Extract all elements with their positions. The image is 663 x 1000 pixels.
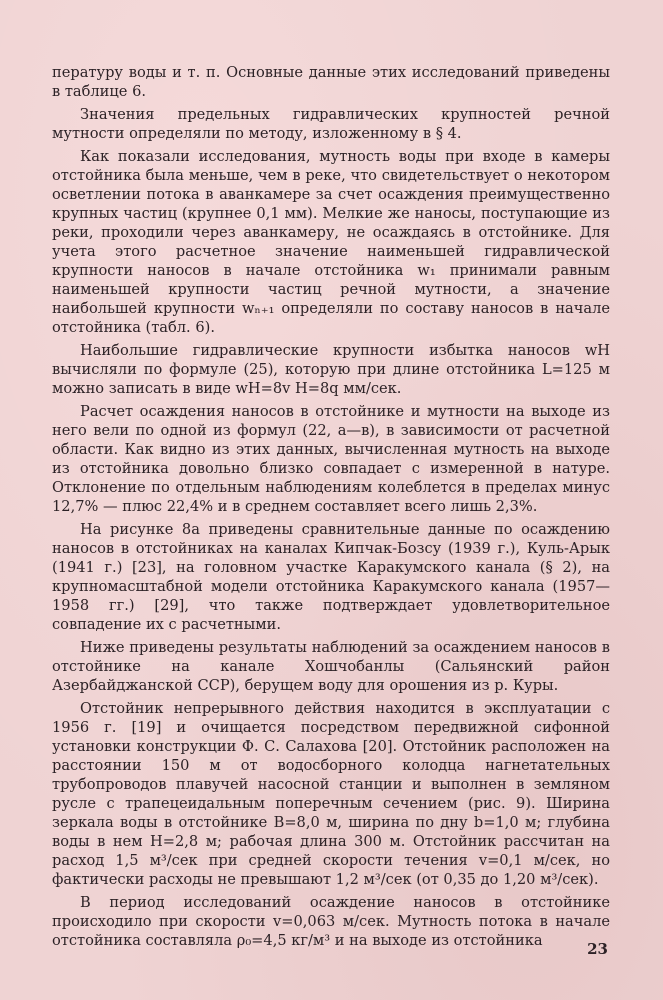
paragraph-8: Отстойник непрерывного действия находится в эксплуатации с 1956 г. [19] и очищается посредством передвижной сифонной установки конструкции Ф. С. Салахова [20]. Отстойник расположен на расстоянии 150 м от водосборного колодца нагнетательных трубопроводов плавучей насосной станции и выполнен в земляном русле с трапецеидальным поперечным сечением (рис. 9). Ширина зеркала воды в отстойнике B=8,0 м, ширина по дну b=1,0 м; глубина воды в нем H=2,8 м; рабочая длина 300 м. Отстойник рассчитан на расход 1,5 м³/сек при средней скорости течения v=0,1 м/сек, но фактически расходы не превышают 1,2 м³/сек (от 0,35 до 1,20 м³/сек). xyxy=(52,700,610,888)
paragraph-2: Значения предельных гидравлических крупностей речной мутности определяли по методу, изложенному в § 4. xyxy=(52,106,610,142)
paragraph-4: Наибольшие гидравлические крупности избытка наносов wН вычисляли по формуле (25), которую при длине отстойника L=125 м можно записать в виде wН=8v H=8q мм/сек. xyxy=(52,342,610,397)
paragraph-7: Ниже приведены результаты наблюдений за осаждением наносов в отстойнике на канале Хошчобанлы (Сальянский район Азербайджанской ССР), берущем воду для орошения из р. Куры. xyxy=(52,639,610,694)
paragraph-6: На рисунке 8а приведены сравнительные данные по осаждению наносов в отстойниках на каналах Кипчак-Бозсу (1939 г.), Куль-Арык (1941 г.) [23], на головном участке Каракумского канала (§ 2), на крупномасштабной модели отстойника Каракумского канала (1957—1958 гг.) [29], что также подтверждает удовлетворительное совпадение их с расчетными. xyxy=(52,521,610,633)
paragraph-5: Расчет осаждения наносов в отстойнике и мутности на выходе из него вели по одной из формул (22, а—в), в зависимости от расчетной области. Как видно из этих данных, вычисленная мутность на выходе из отстойника довольно близко совпадает с измеренной в натуре. Отклонение по отдельным наблюдениям колеблется в пределах минус 12,7% — плюс 22,4% и в среднем составляет всего лишь 2,3%. xyxy=(52,403,610,515)
body-text xyxy=(52,63,610,954)
paragraph-3: Как показали исследования, мутность воды при входе в камеры отстойника была меньше, чем в реке, что свидетельствует о некотором осветлении потока в аванкамере за счет осаждения преимущественно крупных частиц (крупнее 0,1 мм). Мелкие же наносы, поступающие из реки, проходили через аванкамеру, не осаждаясь в отстойнике. Для учета этого расчетное значение наименьшей гидравлической крупности наносов в начале отстойника w₁ принимали равным наименьшей крупности частиц речной мутности, а значение наибольшей крупности wₙ₊₁ определяли по составу наносов в начале отстойника (табл. 6). xyxy=(52,148,610,336)
paragraph-1: пературу воды и т. п. Основные данные этих исследований приведены в таблице 6. xyxy=(52,64,610,100)
paragraph-9: В период исследований осаждение наносов в отстойнике происходило при скорости v=0,063 м/сек. Мутность потока в начале отстойника составляла ρ₀=4,5 кг/м³ и на выходе из отстойника xyxy=(52,894,610,949)
page-number: 23 xyxy=(587,940,608,958)
